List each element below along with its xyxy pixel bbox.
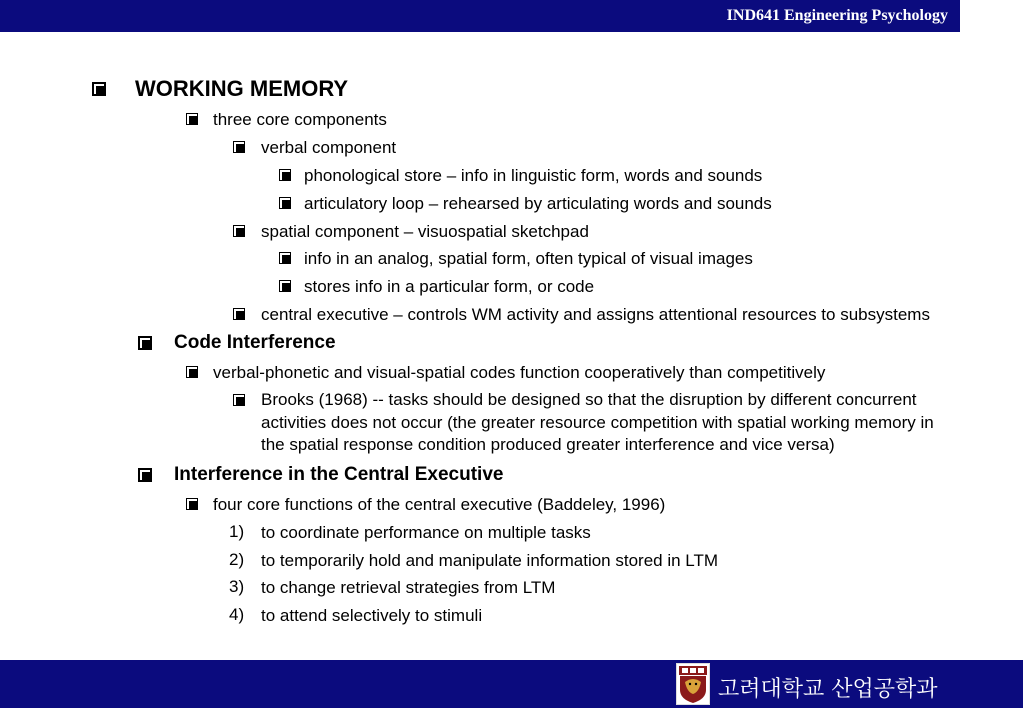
checkbox-bullet-icon (279, 280, 291, 292)
list-item: to change retrieval strategies from LTM (261, 578, 556, 597)
bullet-four-core: four core functions of the central executive (Baddeley, 1996) (213, 495, 666, 514)
checkbox-bullet-icon (186, 498, 198, 510)
list-number: 4) (229, 605, 245, 624)
checkbox-bullet-icon (233, 141, 245, 153)
university-crest-icon (676, 663, 710, 705)
checkbox-bullet-icon (138, 336, 152, 350)
list-number: 2) (229, 550, 245, 569)
checkbox-bullet-icon (279, 252, 291, 264)
list-number: 1) (229, 522, 245, 541)
bullet-analog: info in an analog, spatial form, often typical of visual images (304, 249, 753, 268)
bullet-brooks: Brooks (1968) -- tasks should be designed so that the disruption by different concurrent activities does not occur (the greater resource competition with spatial working memory in the spatial response condition produced greater interference and vice versa) (261, 390, 934, 454)
checkbox-bullet-icon (186, 113, 198, 125)
bullet-stores: stores info in a particular form, or code (304, 277, 595, 296)
bullet-spatial: spatial component – visuospatial sketchpad (261, 222, 589, 241)
bullet-verbal-phonetic: verbal-phonetic and visual-spatial codes function cooperatively than competitively (213, 363, 826, 382)
checkbox-bullet-icon (186, 366, 198, 378)
heading-interference-central: Interference in the Central Executive (174, 464, 504, 485)
bullet-three-core: three core components (213, 110, 387, 129)
bullet-verbal: verbal component (261, 138, 397, 157)
checkbox-bullet-icon (279, 197, 291, 209)
checkbox-bullet-icon (233, 394, 245, 406)
checkbox-bullet-icon (92, 82, 106, 96)
list-number: 3) (229, 577, 245, 596)
list-item: to coordinate performance on multiple tasks (261, 523, 591, 542)
course-title: IND641 Engineering Psychology (726, 7, 948, 24)
bullet-central: central executive – controls WM activity and assigns attentional resources to subsystems (261, 305, 930, 324)
checkbox-bullet-icon (233, 308, 245, 320)
bullet-phonological: phonological store – info in linguistic form, words and sounds (304, 166, 763, 185)
list-item: to attend selectively to stimuli (261, 606, 483, 625)
heading-working-memory: WORKING MEMORY (135, 76, 349, 101)
heading-code-interference: Code Interference (174, 332, 336, 353)
university-name: 고려대학교 산업공학과 (718, 677, 938, 702)
bullet-articulatory: articulatory loop – rehearsed by articulating words and sounds (304, 194, 772, 213)
checkbox-bullet-icon (138, 468, 152, 482)
list-item: to temporarily hold and manipulate information stored in LTM (261, 551, 719, 570)
checkbox-bullet-icon (279, 169, 291, 181)
header-bar (0, 0, 1023, 32)
checkbox-bullet-icon (233, 225, 245, 237)
